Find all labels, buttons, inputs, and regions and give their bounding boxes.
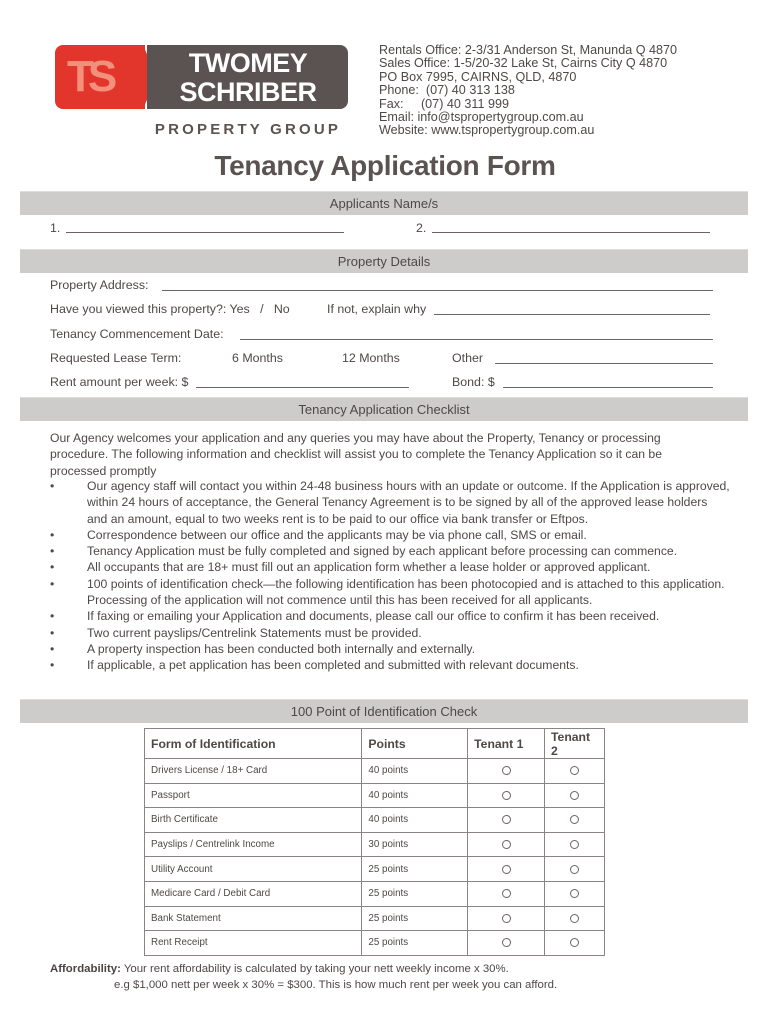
checklist-item [50, 641, 730, 657]
tenant2-radio[interactable] [570, 766, 579, 775]
checklist-item-text: Correspondence between our office and the applicants may be via phone call, SMS or email. [87, 527, 587, 542]
lease-6-months[interactable]: 6 Months [232, 351, 283, 365]
explain-field[interactable] [434, 314, 710, 315]
property-address-label: Property Address: [50, 278, 149, 292]
col-header-points: Points [362, 729, 468, 759]
table-row [145, 906, 605, 931]
applicant-2-field[interactable] [432, 232, 710, 233]
id-points: 25 points [362, 881, 468, 906]
tenant1-radio[interactable] [502, 840, 511, 849]
phone: Phone: (07) 40 313 138 [379, 83, 515, 98]
affordability-line1: Your rent affordability is calculated by taking your nett weekly income x 30%. [120, 963, 509, 975]
checklist-item-text: 100 points of identification check—the following identification has been photocopied and is attached to this application. Processing of the application will not commence until this has been received for all applicants. [87, 576, 725, 608]
id-points: 25 points [362, 857, 468, 882]
checklist-item [50, 478, 730, 527]
tenant2-radio[interactable] [570, 938, 579, 947]
checklist-intro: Our Agency welcomes your application and any queries you may have about the Property, Tenancy or processing procedure. The following information and checklist will assist you to complete the Tenancy Application so it can be processed promptly [50, 431, 662, 478]
checklist-item [50, 625, 730, 641]
tenant1-radio[interactable] [502, 815, 511, 824]
tenant2-cell [545, 881, 605, 906]
tenant1-cell [468, 881, 545, 906]
bullet-icon: • [50, 609, 55, 624]
tenant1-cell [468, 931, 545, 956]
affordability-label: Affordability: [50, 963, 121, 975]
tenant1-cell [468, 759, 545, 784]
lease-other-label: Other [452, 351, 483, 365]
applicant-2-label: 2. [416, 221, 427, 235]
id-form: Payslips / Centrelink Income [145, 832, 362, 857]
id-points: 30 points [362, 832, 468, 857]
affordability-line2: e.g $1,000 nett per week x 30% = $300. This is how much rent per week you can afford. [114, 979, 558, 991]
id-form: Passport [145, 783, 362, 808]
id-form: Birth Certificate [145, 808, 362, 833]
checklist-list [50, 478, 730, 674]
tenant1-radio[interactable] [502, 938, 511, 947]
bullet-icon: • [50, 576, 55, 591]
explain-label: If not, explain why [327, 302, 427, 316]
table-row [145, 783, 605, 808]
lease-term-label: Requested Lease Term: [50, 351, 182, 365]
tenant2-cell [545, 931, 605, 956]
checklist-item-text: Tenancy Application must be fully completed and signed by each applicant before processing can commence. [87, 544, 678, 559]
bullet-icon: • [50, 658, 55, 673]
commencement-field[interactable] [240, 339, 713, 340]
bullet-icon: • [50, 560, 55, 575]
checklist-item-text: If applicable, a pet application has been completed and submitted with relevant documents. [87, 658, 579, 673]
tenant2-cell [545, 832, 605, 857]
section-header-checklist: Tenancy Application Checklist [20, 397, 748, 421]
tenant1-radio[interactable] [502, 889, 511, 898]
tenant1-radio[interactable] [502, 791, 511, 800]
id-form: Rent Receipt [145, 931, 362, 956]
bullet-icon: • [50, 625, 55, 640]
checklist-item [50, 608, 730, 624]
property-address-field[interactable] [162, 290, 713, 291]
id-form: Utility Account [145, 857, 362, 882]
table-row [145, 931, 605, 956]
checklist-item-text: If faxing or emailing your Application and documents, please call our office to confirm it has been received. [87, 609, 660, 624]
tenant1-cell [468, 906, 545, 931]
id-form: Bank Statement [145, 906, 362, 931]
bond-label: Bond: $ [452, 375, 495, 389]
table-header-row [145, 729, 605, 759]
id-points: 40 points [362, 808, 468, 833]
tenant1-radio[interactable] [502, 914, 511, 923]
checklist-item [50, 657, 730, 673]
logo-tagline: PROPERTY GROUP [154, 121, 342, 138]
tenant1-radio[interactable] [502, 766, 511, 775]
logo-initials: TS [67, 52, 112, 101]
id-points: 40 points [362, 783, 468, 808]
section-header-property: Property Details [20, 249, 748, 273]
sales-office: Sales Office: 1-5/20-32 Lake St, Cairns City Q 4870 [379, 56, 668, 71]
logo-name-line1: TWOMEY [188, 48, 308, 78]
table-row [145, 832, 605, 857]
bond-field[interactable] [503, 387, 713, 388]
tenant2-cell [545, 906, 605, 931]
tenant2-radio[interactable] [570, 914, 579, 923]
rentals-office: Rentals Office: 2-3/31 Anderson St, Manunda Q 4870 [379, 43, 678, 57]
col-header-tenant1: Tenant 1 [468, 729, 545, 759]
id-points: 40 points [362, 759, 468, 784]
col-header-tenant2: Tenant 2 [545, 729, 605, 759]
id-points: 25 points [362, 906, 468, 931]
page-title: Tenancy Application Form [214, 150, 556, 181]
email: Email: info@tspropertygroup.com.au [379, 110, 584, 125]
tenant2-radio[interactable] [570, 815, 579, 824]
tenant2-radio[interactable] [570, 791, 579, 800]
tenant1-cell [468, 857, 545, 882]
table-row [145, 759, 605, 784]
bullet-icon: • [50, 479, 55, 493]
table-row [145, 857, 605, 882]
bullet-icon: • [50, 527, 55, 542]
applicant-1-field[interactable] [66, 232, 344, 233]
tenant2-radio[interactable] [570, 889, 579, 898]
rent-label: Rent amount per week: $ [50, 375, 189, 389]
lease-other-field[interactable] [495, 363, 713, 364]
id-form: Medicare Card / Debit Card [145, 881, 362, 906]
id-form: Drivers License / 18+ Card [145, 759, 362, 784]
tenant1-cell [468, 783, 545, 808]
tenant2-cell [545, 783, 605, 808]
commencement-label: Tenancy Commencement Date: [50, 327, 224, 341]
checklist-item [50, 527, 730, 543]
identification-table [144, 728, 605, 956]
tenant1-cell [468, 808, 545, 833]
affordability-note [50, 961, 557, 993]
checklist-item-text: Two current payslips/Centrelink Statements must be provided. [87, 625, 422, 640]
tenant2-radio[interactable] [570, 840, 579, 849]
fax: Fax: (07) 40 311 999 [379, 96, 509, 111]
logo-name [153, 49, 343, 107]
table-row [145, 808, 605, 833]
bullet-icon: • [50, 544, 55, 559]
id-points: 25 points [362, 931, 468, 956]
company-logo [55, 45, 350, 140]
contact-block [379, 44, 677, 138]
lease-12-months[interactable]: 12 Months [342, 351, 400, 365]
checklist-item-text: A property inspection has been conducted both internally and externally. [87, 641, 475, 656]
checklist-item-text: All occupants that are 18+ must fill out an application form whether a lease holder or approved applicant. [87, 560, 651, 575]
applicant-1-label: 1. [50, 221, 61, 235]
section-header-identification: 100 Point of Identification Check [20, 699, 748, 723]
tenant2-cell [545, 759, 605, 784]
viewed-property-label: Have you viewed this property?: Yes / No [50, 302, 290, 316]
tenant2-radio[interactable] [570, 865, 579, 874]
section-header-applicants: Applicants Name/s [20, 191, 748, 215]
tenant2-cell [545, 808, 605, 833]
checklist-item-text: Our agency staff will contact you within 24-48 business hours with an update or outcome. If the Application is approved, within 24 hours of acceptance, the General Tenancy Agreement is to be signed by all of the approved lease holders and an amount, equal to two weeks rent is to be paid to our office via bank transfer or Eftpos. [87, 479, 730, 526]
po-box: PO Box 7995, CAIRNS, QLD, 4870 [379, 69, 577, 84]
logo-name-line2: SCHRIBER [179, 77, 317, 107]
tenant2-cell [545, 857, 605, 882]
tenant1-cell [468, 832, 545, 857]
bullet-icon: • [50, 641, 55, 656]
checklist-item [50, 559, 730, 575]
checklist-item [50, 543, 730, 559]
tenant1-radio[interactable] [502, 865, 511, 874]
table-row [145, 881, 605, 906]
website: Website: www.tspropertygroup.com.au [379, 123, 595, 138]
rent-field[interactable] [196, 387, 409, 388]
col-header-form: Form of Identification [145, 729, 362, 759]
checklist-item [50, 576, 730, 609]
